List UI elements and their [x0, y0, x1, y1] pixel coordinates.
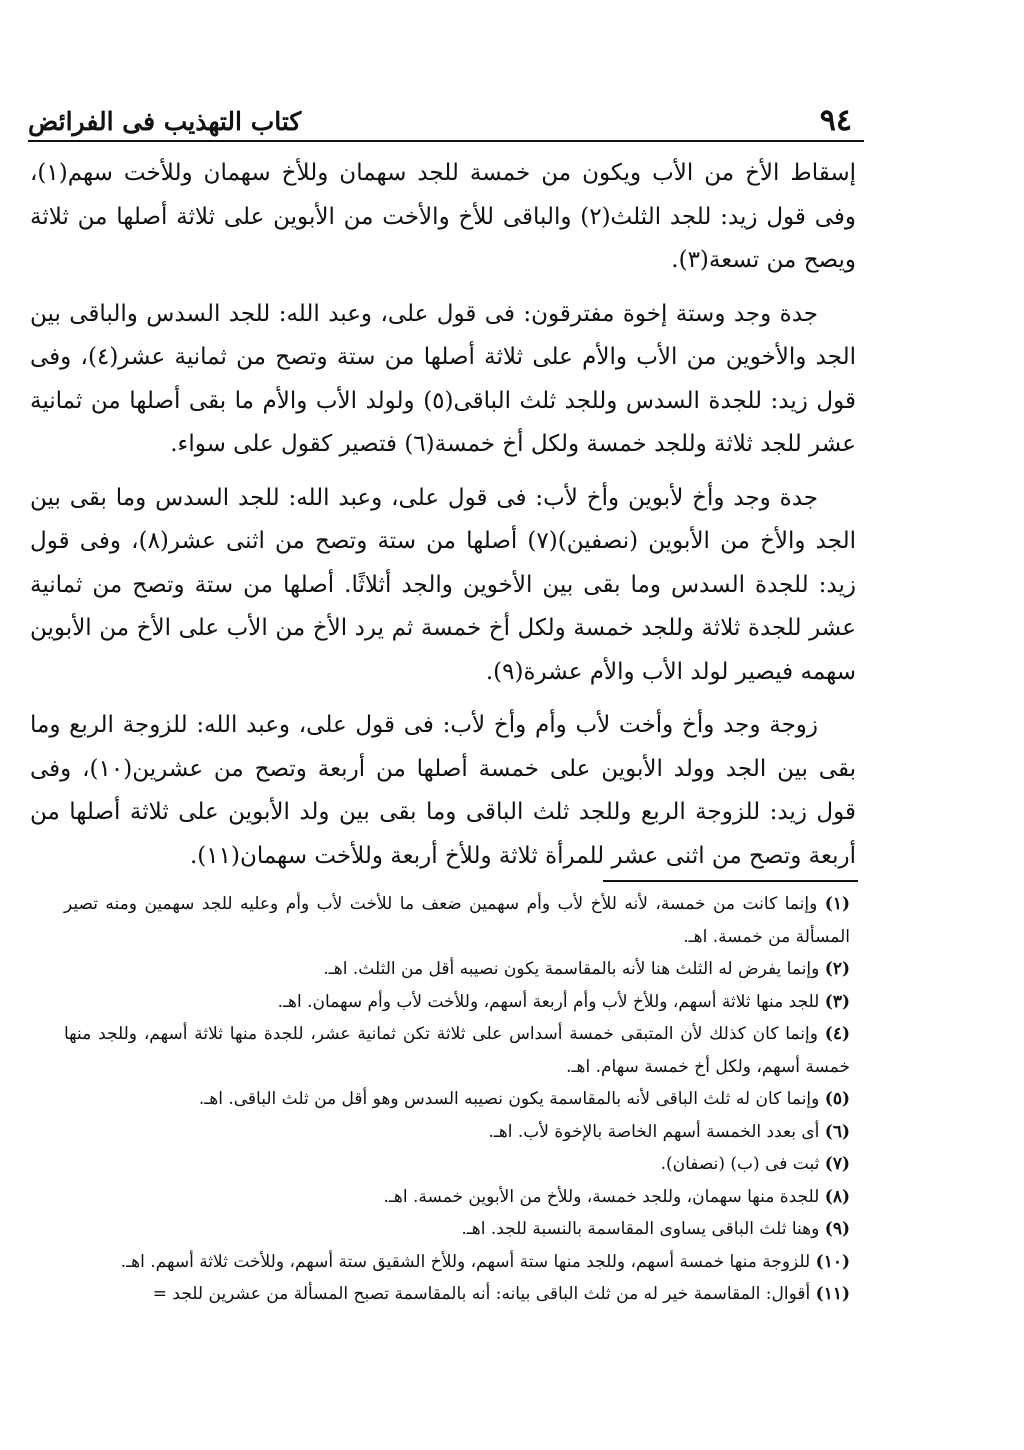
footnote-text: وإنما كانت من خمسة، لأنه للأخ لأب وأم سهمين ضعف ما للأخت لأب وأم وعليه للجد سهمين ومنه تصير المسألة من خمسة. اهـ.	[64, 894, 850, 947]
footnote-number: (١١)	[815, 1284, 850, 1304]
footnote-text: وإنما كان له ثلث الباقى لأنه بالمقاسمة يكون نصيبه السدس وهو أقل من ثلث الباقى. اهـ.	[198, 1089, 820, 1109]
footnote-text: أقوال: المقاسمة خير له من ثلث الباقى بيانه: أنه بالمقاسمة تصبح المسألة من عشرين للجد =	[152, 1284, 811, 1304]
footnote-2	[64, 953, 850, 986]
paragraph-3: جدة وجد وأخ لأبوين وأخ لأب: فى قول على، وعبد الله: للجد السدس وما بقى بين الجد والأخ من الأبوين (نصفين)(٧) أصلها من ستة وتصح من اثنى عشر(٨)، وفى قول زيد: للجدة السدس وما بقى بين الأخوين والجد أثلاثًا. أصلها من ستة وتصح من ثمانية عشر للجدة ثلاثة وللجد خمسة ولكل أخ خمسة ثم يرد الأخ من الأب على الأخ من الأبوين سهمه فيصير لولد الأب والأم عشرة(٩).	[30, 484, 856, 685]
footnote-9	[64, 1213, 850, 1246]
footnote-text: وهنا ثلث الباقى يساوى المقاسمة بالنسبة للجد. اهـ.	[461, 1219, 820, 1239]
footnote-number: (٤)	[824, 1024, 850, 1044]
footnote-number: (١٠)	[815, 1251, 850, 1272]
footnote-4	[64, 1018, 850, 1083]
footnote-text: وإنما يفرض له الثلث هنا لأنه بالمقاسمة يكون نصيبه أقل من الثلث. اهـ.	[323, 959, 820, 979]
paragraph-1: إسقاط الأخ من الأب ويكون من خمسة للجد سهمان وللأخ سهمان وللأخت سهم(١)، وفى قول زيد: للجد الثلث(٢) والباقى للأخ والأخت من الأبوين على ثلاثة أصلها من ثلاثة ويصح من تسعة(٣).	[30, 160, 856, 273]
footnote-text: أى بعدد الخمسة أسهم الخاصة بالإخوة لأب. اهـ.	[488, 1121, 820, 1142]
footnote-3	[64, 986, 850, 1019]
footnote-11	[64, 1278, 850, 1311]
footnote-number: (٥)	[824, 1089, 850, 1109]
main-text	[30, 152, 856, 888]
footnote-1	[64, 888, 850, 953]
footnotes	[64, 888, 850, 1311]
footnote-6	[64, 1116, 850, 1149]
footnote-7	[64, 1148, 850, 1181]
footnote-text: للزوجة منها خمسة أسهم، وللجد منها ستة أسهم، وللأخ الشقيق ستة أسهم، وللأخت ثلاثة أسهم. اهـ.	[120, 1251, 811, 1272]
page-header	[28, 98, 864, 142]
footnote-separator	[603, 880, 858, 882]
footnote-text: للجدة منها سهمان، وللجد خمسة، وللأخ من الأبوين خمسة. اهـ.	[383, 1186, 820, 1207]
footnote-number: (٩)	[824, 1219, 850, 1239]
footnote-text: وإنما كان كذلك لأن المتبقى خمسة أسداس على ثلاثة تكن ثمانية عشر، للجدة منها ثلاثة أسهم، وللجد منها خمسة أسهم، ولكل أخ خمسة سهام. اهـ.	[64, 1024, 850, 1077]
footnote-text: للجد منها ثلاثة أسهم، وللأخ لأب وأم أربعة أسهم، وللأخت لأب وأم سهمان. اهـ.	[277, 991, 820, 1012]
footnote-8	[64, 1181, 850, 1214]
footnote-number: (١)	[824, 894, 851, 914]
book-title: كتاب التهذيب فى الفرائض	[28, 107, 302, 136]
footnote-number: (٢)	[824, 959, 850, 979]
footnote-number: (٨)	[824, 1186, 850, 1207]
paragraph-2: جدة وجد وستة إخوة مفترقون: فى قول على، وعبد الله: للجد السدس والباقى بين الجد والأخوين من الأب والأم على ثلاثة أصلها من ستة وتصح من ثمانية عشر(٤)، وفى قول زيد: للجدة السدس وللجد ثلث الباقى(٥) ولولد الأب والأم ما بقى أصلها من ثمانية عشر للجد ثلاثة وللجد خمسة ولكل أخ خمسة(٦) فتصير كقول على سواء.	[30, 300, 856, 457]
footnote-10	[64, 1246, 850, 1279]
page-number: ٩٤	[819, 103, 852, 138]
paragraph-4: زوجة وجد وأخ وأخت لأب وأم وأخ لأب: فى قول على، وعبد الله: للزوجة الربع وما بقى بين الجد وولد الأبوين على خمسة أصلها من أربعة وتصح من عشرين(١٠)، وفى قول زيد: للزوجة الربع وللجد ثلث الباقى وما بقى بين ولد الأبوين على ثلاثة أصلها من أربعة وتصح من اثنى عشر للمرأة ثلاثة وللأخ أربعة وللأخت سهمان(١١).	[30, 712, 856, 869]
footnote-number: (٧)	[824, 1154, 850, 1174]
footnote-text: ثبت فى (ب) (نصفان).	[660, 1154, 820, 1174]
footnote-5	[64, 1083, 850, 1116]
footnote-number: (٣)	[824, 991, 850, 1012]
footnote-number: (٦)	[824, 1121, 850, 1142]
